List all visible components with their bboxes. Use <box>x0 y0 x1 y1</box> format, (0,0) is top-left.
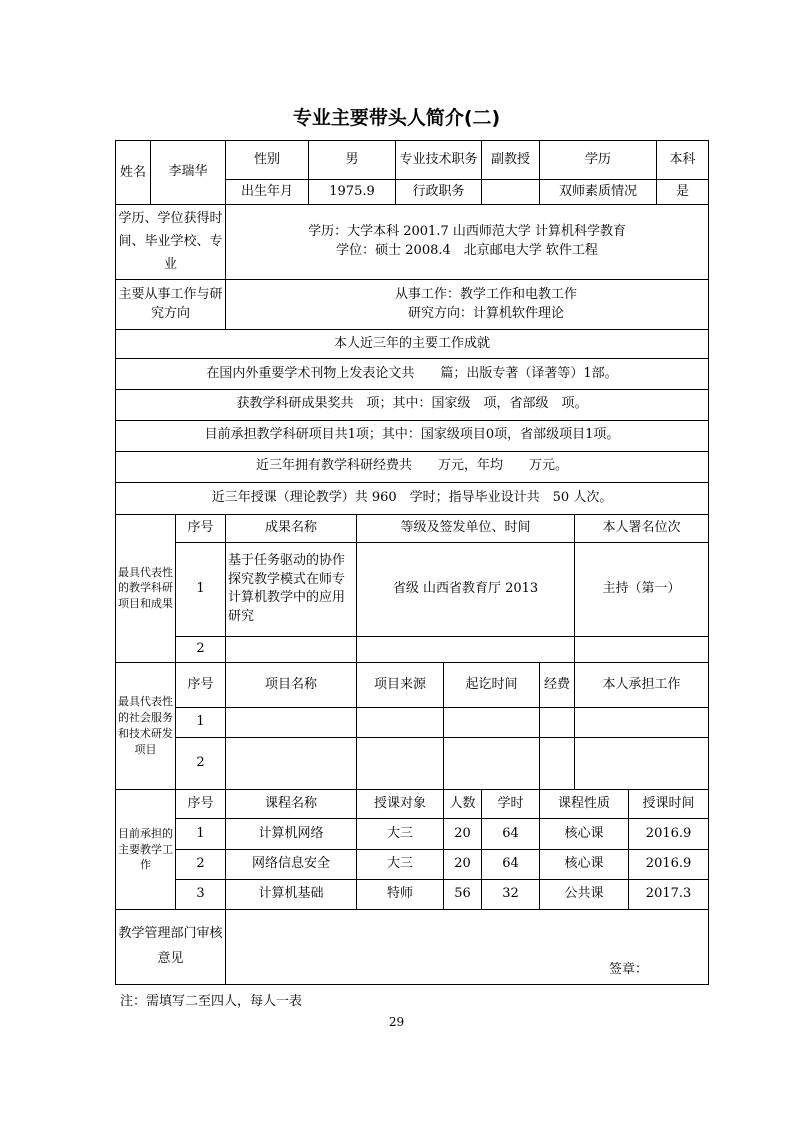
research-rank <box>575 637 709 663</box>
review-area <box>226 909 709 984</box>
service-header-name: 项目名称 <box>226 663 357 708</box>
gender-label: 性别 <box>226 141 309 180</box>
service-label: 最具代表性的社会服务和技术研发项目 <box>116 663 176 790</box>
achievement-line: 目前承担教学科研项目共1项；其中：国家级项目0项，省部级项目1项。 <box>116 420 709 451</box>
teaching-header-hours: 学时 <box>482 790 540 819</box>
service-header-period: 起讫时间 <box>444 663 540 708</box>
birth-label: 出生年月 <box>226 180 309 205</box>
work-line-2: 研究方向：计算机软件理论 <box>408 305 565 321</box>
work-info <box>226 280 709 330</box>
teaching-header-count: 人数 <box>444 790 482 819</box>
teaching-header-target: 授课对象 <box>357 790 444 819</box>
achievement-line: 在国内外重要学术刊物上发表论文共 篇；出版专著（译著等）1部。 <box>116 359 709 389</box>
table-row: 1 计算机网络 大三 20 64 核心课 2016.9 <box>116 819 709 849</box>
page-number: 29 <box>388 1015 405 1029</box>
degree-line-2: 学位：硕士 2008.4 北京邮电大学 软件工程 <box>336 243 598 259</box>
achievements-header: 本人近三年的主要工作成就 <box>116 330 709 359</box>
service-header-no: 序号 <box>176 663 226 708</box>
dual-qualification-label: 双师素质情况 <box>540 180 657 205</box>
admin-position-label: 行政职务 <box>396 180 482 205</box>
service-header-funds: 经费 <box>540 663 575 708</box>
research-no: 1 <box>176 542 226 636</box>
research-label: 最具代表性的教学科研项目和成果 <box>116 514 176 662</box>
dual-qualification-value: 是 <box>657 180 709 205</box>
degree-info <box>226 205 709 280</box>
achievement-line: 近三年拥有教学科研经费共 万元，年均 万元。 <box>116 451 709 482</box>
name-label: 姓名 <box>116 141 151 205</box>
research-rank: 主持（第一） <box>575 542 709 636</box>
research-name: 基于任务驱动的协作探究教学模式在师专计算机教学中的应用研究 <box>226 542 357 636</box>
teaching-header-time: 授课时间 <box>629 790 709 819</box>
tech-title-value: 副教授 <box>482 141 540 180</box>
gender-value: 男 <box>309 141 396 180</box>
research-header-name: 成果名称 <box>226 514 357 542</box>
service-no: 1 <box>176 708 226 738</box>
birth-value: 1975.9 <box>309 180 396 205</box>
name-value: 李瑞华 <box>151 141 226 205</box>
profile-form-table <box>115 140 709 985</box>
teaching-header-course: 课程名称 <box>226 790 357 819</box>
tech-title-label: 专业技术职务 <box>396 141 482 180</box>
achievement-line: 获教学科研成果奖共 项；其中：国家级 项，省部级 项。 <box>116 389 709 420</box>
work-line-1: 从事工作：教学工作和电教工作 <box>395 287 578 302</box>
achievement-line: 近三年授课（理论教学）共 960 学时；指导毕业设计共 50 人次。 <box>116 482 709 514</box>
research-header-rank: 本人署名位次 <box>575 514 709 542</box>
review-label: 教学管理部门审核意见 <box>116 909 226 984</box>
teaching-header-no: 序号 <box>176 790 226 819</box>
education-value: 本科 <box>657 141 709 180</box>
research-level: 省级 山西省教育厅 2013 <box>357 542 575 636</box>
service-header-source: 项目来源 <box>357 663 444 708</box>
table-row: 2 网络信息安全 大三 20 64 核心课 2016.9 <box>116 849 709 879</box>
degree-label: 学历、学位获得时间、毕业学校、专业 <box>116 205 226 280</box>
service-no: 2 <box>176 738 226 790</box>
teaching-label: 目前承担的主要教学工作 <box>116 790 176 909</box>
footnote: 注：需填写二至四人，每人一表 <box>120 994 303 1009</box>
table-row: 3 计算机基础 特师 56 32 公共课 2017.3 <box>116 879 709 909</box>
service-header-role: 本人承担工作 <box>575 663 709 708</box>
degree-line-1: 学历：大学本科 2001.7 山西师范大学 计算机科学教育 <box>308 224 626 240</box>
research-no: 2 <box>176 637 226 663</box>
teaching-header-nature: 课程性质 <box>540 790 629 819</box>
research-header-no: 序号 <box>176 514 226 542</box>
education-label: 学历 <box>540 141 657 180</box>
work-label: 主要从事工作与研究方向 <box>116 280 226 330</box>
research-name <box>226 637 357 663</box>
signature-label: 签章： <box>609 962 649 978</box>
research-header-level: 等级及签发单位、时间 <box>357 514 575 542</box>
admin-position-value <box>482 180 540 205</box>
page-title: 专业主要带头人简介(二) <box>292 107 501 129</box>
research-level <box>357 637 575 663</box>
